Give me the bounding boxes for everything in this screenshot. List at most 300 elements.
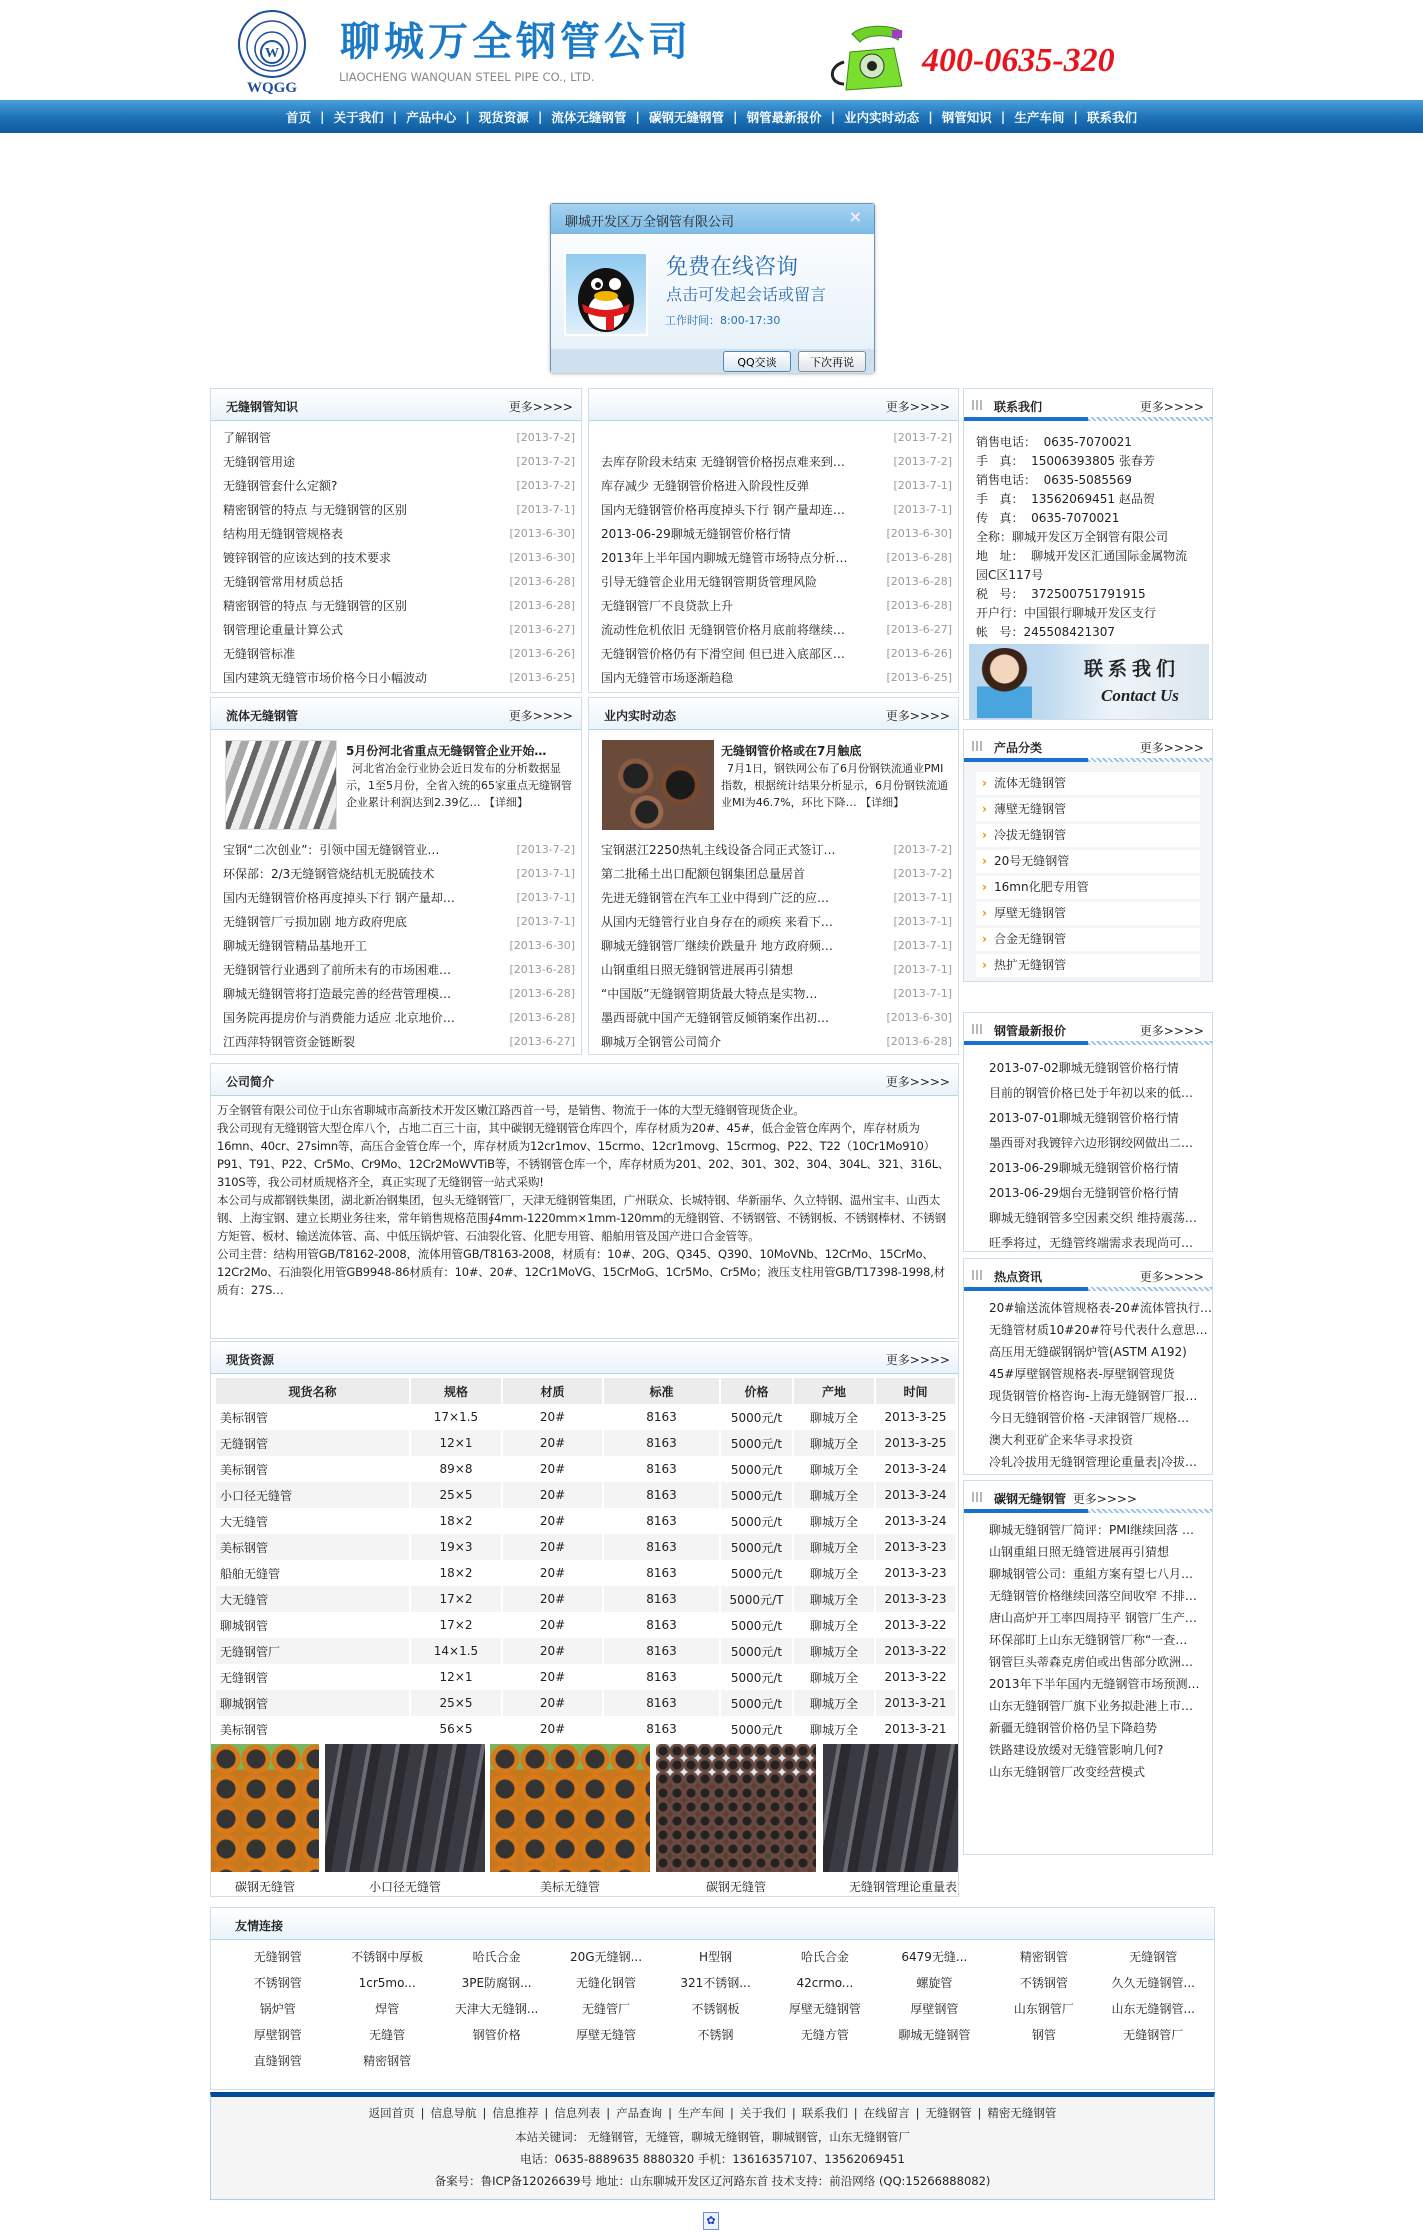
news-date: [2013-7-2] (516, 479, 575, 492)
footer-link[interactable]: 精密无缝钢管 (987, 2106, 1057, 2120)
product-caption[interactable]: 美标无缝管 (539, 1880, 600, 1894)
news-link[interactable]: 镀锌钢管的应该达到的技术要求 (223, 551, 392, 565)
feature-text: 7月1日，钢铁网公布了6月份钢铁流通业PMI指数，根据统计结果分析显示，6月份钢铁流通业MI为46.7%，环比下降… (721, 762, 948, 809)
table-cell: 8163 (604, 1690, 719, 1716)
news-link[interactable]: 无缝钢管价格仍有下滑空间 但已进入底部区… (601, 647, 845, 661)
table-row[interactable] (216, 1638, 955, 1664)
list-item (211, 570, 581, 594)
table-cell: 2013-3-25 (884, 1410, 947, 1424)
table-cell: 12×1 (439, 1670, 473, 1684)
column-header: 规格 (411, 1378, 501, 1404)
table-row[interactable] (216, 1560, 955, 1586)
friend-link[interactable]: 厚壁钢管 (253, 2028, 302, 2042)
news-link[interactable]: 国内无缝管市场逐渐趋稳 (601, 671, 734, 685)
friend-link[interactable]: 精密钢管 (363, 2054, 412, 2068)
news-date: [2013-7-2] (893, 455, 952, 468)
friend-link[interactable]: 3PE防腐钢... (461, 1976, 532, 1990)
table-cell: 美标钢管 (220, 1462, 269, 1477)
friend-link[interactable]: 钢管价格 (472, 2028, 521, 2042)
table-cell: 8163 (646, 1410, 677, 1424)
table-cell: 小口径无缝管 (216, 1482, 409, 1508)
news-date: [2013-7-1] (516, 915, 575, 928)
table-cell: 20# (539, 1462, 566, 1476)
news-link[interactable]: 2013-06-29聊城无缝钢管价格行情 (601, 527, 791, 541)
friend-link[interactable]: 321不锈钢... (680, 1976, 751, 1990)
friend-link[interactable]: 厚壁钢管 (910, 2002, 959, 2016)
company-logo[interactable] (236, 4, 308, 94)
news-date: [2013-7-1] (893, 987, 952, 1000)
table-row[interactable] (216, 1508, 955, 1534)
product-photo[interactable] (211, 1744, 319, 1872)
more-link[interactable]: 更多>>>> (1072, 1492, 1137, 1506)
news-link[interactable]: 了解钢管 (223, 431, 272, 445)
table-cell: 聊城万全 (809, 1670, 858, 1685)
table-cell: 美标钢管 (216, 1534, 409, 1560)
news-date: [2013-6-30] (509, 939, 575, 952)
feature-summary (346, 760, 574, 811)
qq-chat-button[interactable]: QQ交谈 (723, 351, 791, 372)
footer-link[interactable]: 联系我们 (801, 2106, 848, 2120)
column-header: 产地 (794, 1378, 874, 1404)
nav-separator: | (830, 109, 836, 124)
table-cell: 2013-3-21 (884, 1722, 947, 1736)
contact-line: 手 真： 13562069451 赵品贺 (976, 492, 1155, 506)
list-item[interactable]: 山钢重組日照无缝管进展再引猜想 (989, 1545, 1170, 1559)
nav-separator: | (465, 109, 470, 124)
feature-image[interactable] (602, 740, 714, 830)
friend-link[interactable]: 不锈钢管 (1019, 1976, 1068, 1990)
friend-link[interactable]: 不锈钢板 (691, 2002, 740, 2016)
banner-title: 联系我们 (1084, 659, 1181, 680)
table-row[interactable] (216, 1534, 955, 1560)
logo-text: WQGG (246, 80, 298, 94)
news-link[interactable]: 钢管理论重量计算公式 (223, 623, 344, 637)
more-link[interactable]: 更多>>>> (508, 400, 573, 414)
product-caption[interactable]: 碳钢无缝管 (234, 1880, 295, 1894)
table-cell: 聊城万全 (809, 1410, 858, 1425)
feature-text: 河北省冶金行业协会近日发布的分析数据显示，1至5月份，全省入统的65家重点无缝钢管企业累计利润达到2.39亿… (346, 762, 572, 809)
news-date: [2013-6-25] (509, 671, 575, 684)
table-row[interactable] (216, 1664, 955, 1690)
news-link[interactable]: “中国版”无缝钢管期货最大特点是实物… (601, 987, 818, 1001)
list-item[interactable]: 旺季将过，无缝管终端需求表现尚可… (989, 1236, 1194, 1250)
list-item[interactable]: 山东无缝钢管厂旗下业务拟赴港上市… (989, 1699, 1194, 1713)
paw-icon[interactable]: ✿ (703, 2212, 719, 2230)
friend-link[interactable]: 山东无缝钢管... (1111, 2002, 1195, 2016)
news-date: [2013-6-27] (886, 623, 952, 636)
table-row[interactable] (216, 1430, 955, 1456)
news-date: [2013-7-1] (516, 891, 575, 904)
friend-link[interactable]: 无缝管 (369, 2028, 406, 2042)
product-photo[interactable] (656, 1744, 816, 1872)
more-link[interactable]: 更多>>>> (885, 1353, 950, 1367)
friend-link[interactable]: 久久无缝钢管... (1111, 1976, 1195, 1990)
list-item[interactable]: 现货钢管价格咨询-上海无缝钢管厂报… (989, 1389, 1198, 1403)
news-link[interactable]: 去库存阶段未结束 无缝钢管价格拐点难来到… (601, 455, 845, 469)
category-item[interactable]: › 热扩无缝钢管 (976, 954, 1200, 977)
news-link[interactable]: 无缝钢管常用材质总括 (223, 575, 344, 589)
footer-link[interactable]: 生产车间 (678, 2106, 724, 2120)
company-name: 聊城万全钢管公司 (340, 19, 692, 65)
list-item[interactable]: 20#输送流体管规格表-20#流体管执行… (989, 1301, 1212, 1315)
table-cell: 8163 (604, 1482, 719, 1508)
table-cell: 2013-3-23 (876, 1534, 955, 1560)
news-date: [2013-7-2] (893, 867, 952, 880)
friend-link[interactable]: 厚壁无缝钢管 (788, 2002, 861, 2016)
section-title: 友情连接 (235, 1919, 284, 1933)
friend-link[interactable]: 不锈钢管 (253, 1976, 302, 1990)
friend-link[interactable]: 6479无缝... (901, 1950, 968, 1964)
nav-item[interactable]: 产品中心 (406, 109, 457, 125)
more-link[interactable]: 更多>>>> (1139, 1270, 1204, 1284)
news-date: [2013-7-1] (893, 939, 952, 952)
list-item[interactable]: 聊城钢管公司：重組方案有望七八月… (989, 1567, 1194, 1581)
nav-item[interactable]: 关于我们 (333, 109, 384, 125)
list-item (211, 594, 581, 618)
news-date: [2013-6-26] (509, 647, 575, 660)
news-link[interactable]: 聊城无缝钢管精品基地开工 (223, 939, 368, 953)
category-item[interactable]: › 16mn化肥专用管 (976, 876, 1200, 899)
news-link[interactable]: 无缝钢管标准 (223, 647, 296, 661)
contact-line: 园C区117号 (976, 568, 1044, 582)
table-row[interactable] (216, 1404, 955, 1430)
table-cell: 8163 (646, 1722, 677, 1736)
contact-banner[interactable] (969, 644, 1209, 719)
list-item[interactable]: 聊城无缝钢管厂简评：PMI继续回落 … (989, 1523, 1194, 1537)
column-header: 时间 (876, 1378, 955, 1404)
footer-link[interactable]: 返回首页 (368, 2106, 415, 2120)
news-link[interactable]: 从国内无缝管行业自身存在的顽疾 来看下… (601, 915, 833, 929)
friend-link[interactable]: 无缝管厂 (582, 2002, 631, 2016)
section-title: 无缝钢管知识 (226, 400, 299, 414)
detail-link[interactable]: 【详细】 (484, 796, 528, 809)
news-link[interactable]: 国务院再提房价与消费能力适应 北京地价… (223, 1011, 455, 1025)
friend-link[interactable]: 哈氏合金 (800, 1950, 849, 1964)
table-cell: 12×1 (411, 1430, 501, 1456)
table-row[interactable] (216, 1612, 955, 1638)
product-caption[interactable]: 小口径无缝管 (368, 1880, 441, 1894)
table-cell: 大无缝管 (216, 1586, 409, 1612)
list-item[interactable]: 环保部盯上山东无缝钢管厂称“一查… (989, 1633, 1188, 1647)
category-item[interactable]: › 厚壁无缝钢管 (976, 902, 1200, 925)
table-row[interactable] (216, 1482, 955, 1508)
news-date: [2013-6-28] (509, 963, 575, 976)
more-link[interactable]: 更多>>>> (885, 400, 950, 414)
price-box (963, 1012, 1213, 1252)
news-link[interactable]: 国内无缝钢管价格再度掉头下行 钢产量却连… (601, 503, 845, 517)
list-item[interactable]: 45#厚壁钢管规格表-厚壁钢管现货 (989, 1367, 1175, 1381)
list-item[interactable]: 唐山高炉开工率四周持平 钢管厂生产… (989, 1611, 1197, 1625)
list-item (589, 546, 958, 570)
more-link[interactable]: 更多>>>> (1139, 741, 1204, 755)
friend-link[interactable]: 聊城无缝钢管 (898, 2028, 971, 2042)
table-cell: 89×8 (439, 1462, 473, 1476)
stock-table (214, 1378, 957, 1742)
news-link[interactable]: 库存减少 无缝钢管价格进入阶段性反弹 (601, 479, 809, 493)
list-item (211, 498, 581, 522)
contact-line: 销售电话： 0635-7070021 (976, 435, 1132, 449)
table-row[interactable] (216, 1586, 955, 1612)
footer (210, 2092, 1215, 2200)
table-cell: 14×1.5 (411, 1638, 501, 1664)
news-link[interactable]: 聊城无缝钢管将打造最完善的经营管理模… (223, 987, 452, 1001)
news-link[interactable]: 环保部：2/3无缝钢管烧结机无脱硫技术 (223, 867, 435, 881)
friend-link[interactable]: 无缝钢管厂 (1123, 2028, 1184, 2042)
section-title: 碳钢无缝钢管 (994, 1492, 1067, 1506)
popup-subtitle[interactable]: 点击可发起会话或留言 (666, 285, 827, 304)
more-link[interactable]: 更多>>>> (1139, 1024, 1204, 1038)
table-cell: 聊城万全 (794, 1690, 874, 1716)
friend-link[interactable]: 20G无缝钢... (570, 1950, 643, 1964)
table-cell: 20# (503, 1534, 602, 1560)
friend-link[interactable]: 哈氏合金 (472, 1950, 521, 1964)
product-caption[interactable]: 碳钢无缝管 (705, 1880, 766, 1894)
more-link[interactable]: 更多>>>> (885, 709, 950, 723)
table-row[interactable] (216, 1690, 955, 1716)
news-link[interactable]: 流动性危机依旧 无缝钢管价格月底前将继续… (601, 623, 845, 637)
nav-item[interactable]: 钢管最新报价 (746, 109, 822, 125)
news-link[interactable]: 山钢重组日照无缝钢管进展再引猜想 (601, 963, 794, 977)
footer-link[interactable]: 信息导航 (430, 2106, 477, 2120)
footer-link[interactable]: 信息推荐 (492, 2106, 539, 2120)
list-item[interactable]: 今日无缝钢管价格 -天津钢管厂规格… (989, 1411, 1190, 1425)
list-item (211, 1006, 581, 1030)
table-header-row (216, 1378, 955, 1404)
fluid-pipe-box (210, 697, 582, 1055)
list-item (589, 1030, 958, 1054)
later-button[interactable]: 下次再说 (798, 351, 866, 372)
nav-item[interactable]: 钢管知识 (941, 109, 992, 125)
news-date: [2013-6-28] (886, 551, 952, 564)
category-item[interactable]: › 冷拔无缝钢管 (976, 824, 1200, 847)
list-item (211, 838, 581, 862)
list-item[interactable]: 山东无缝钢管厂改变经营模式 (989, 1765, 1146, 1779)
friend-link[interactable]: 精密钢管 (1019, 1950, 1068, 1964)
more-link[interactable]: 更多>>>> (885, 1075, 950, 1089)
footer-separator: | (606, 2106, 611, 2120)
nav-item[interactable]: 生产车间 (1014, 109, 1065, 125)
section-title: 联系我们 (994, 400, 1043, 414)
news-link[interactable]: 精密钢管的特点 与无缝钢管的区别 (223, 503, 407, 517)
footer-link[interactable]: 在线留言 (863, 2106, 910, 2120)
friend-link[interactable]: 直缝钢管 (253, 2054, 302, 2068)
news-link[interactable]: 聊城万全钢管公司简介 (601, 1035, 722, 1049)
list-item[interactable]: 2013-06-29聊城无缝钢管价格行情 (989, 1161, 1179, 1175)
news-date: [2013-6-28] (509, 575, 575, 588)
table-cell: 8163 (604, 1638, 719, 1664)
friend-link[interactable]: 无缝方管 (800, 2028, 849, 2042)
news-date: [2013-7-1] (893, 891, 952, 904)
friend-link[interactable]: 钢管 (1031, 2028, 1056, 2042)
table-cell: 25×5 (411, 1690, 501, 1716)
list-item[interactable]: 目前的钢管价格已处于年初以来的低… (989, 1086, 1194, 1100)
news-date: [2013-7-1] (516, 867, 575, 880)
news-link[interactable]: 墨西哥就中国产无缝钢管反倾销案作出初… (601, 1011, 830, 1025)
gallery-item[interactable] (490, 1744, 650, 1894)
friend-link[interactable]: 不锈钢 (697, 2028, 734, 2042)
contact-line: 帐 号：245508421307 (976, 625, 1116, 639)
list-item[interactable]: 2013年下半年国内无缝钢管市场预测… (989, 1677, 1200, 1691)
feature-title[interactable]: 无缝钢管价格或在7月触底 (721, 744, 862, 758)
category-item[interactable]: › 流体无缝钢管 (976, 772, 1200, 795)
product-photo[interactable] (823, 1744, 958, 1872)
table-cell: 5000元/t (730, 1670, 783, 1685)
section-title: 流体无缝钢管 (226, 709, 299, 723)
news-date: [2013-6-28] (886, 575, 952, 588)
carbon-steel-box (963, 1480, 1213, 1855)
news-link[interactable]: 2013年上半年国内聊城无缝管市场特点分析… (601, 551, 848, 565)
nav-separator: | (1073, 109, 1078, 124)
news-link[interactable]: 无缝钢管厂不良贷款上升 (601, 599, 734, 613)
table-cell: 无缝钢管 (216, 1430, 409, 1456)
more-link[interactable]: 更多>>>> (508, 709, 573, 723)
news-link[interactable]: 第二批稀土出口配额包钢集团总量居首 (601, 867, 806, 881)
news-date: [2013-6-30] (509, 551, 575, 564)
table-cell: 18×2 (439, 1514, 473, 1528)
list-item[interactable]: 无缝钢管价格继续回落空间收窄 不排… (989, 1589, 1197, 1603)
list-item[interactable]: 高压用无缝碳钢锅炉管(ASTM A192) (989, 1345, 1187, 1359)
table-cell: 聊城钢管 (216, 1690, 409, 1716)
gallery-item[interactable] (656, 1744, 816, 1894)
news-link[interactable]: 聊城无缝钢管厂继续价跌量升 地方政府频… (601, 939, 833, 953)
friend-link[interactable]: 无缝钢管 (1129, 1950, 1178, 1964)
contact-line: 全称：聊城开发区万全钢管有限公司 (976, 530, 1169, 544)
friend-link[interactable]: 螺旋管 (916, 1976, 953, 1990)
list-item (589, 886, 958, 910)
news-link[interactable]: 先进无缝钢管在汽车工业中得到广泛的应… (601, 891, 830, 905)
category-item[interactable]: › 薄壁无缝钢管 (976, 798, 1200, 821)
gallery-item[interactable] (211, 1744, 319, 1894)
friend-link[interactable]: 锅炉管 (259, 2002, 296, 2016)
list-item[interactable]: 铁路建设放缓对无缝管影响几何? (989, 1743, 1164, 1757)
table-cell: 聊城万全 (794, 1534, 874, 1560)
friend-link[interactable]: 山东钢管厂 (1013, 2002, 1074, 2016)
list-item[interactable]: 2013-07-01聊城无缝钢管价格行情 (989, 1111, 1179, 1125)
contact-line: 开户行：中国银行聊城开发区支行 (976, 606, 1157, 620)
list-item (211, 862, 581, 886)
list-item[interactable]: 钢管巨头蒂森克虏伯或出售部分欧洲… (989, 1655, 1194, 1669)
nav-item[interactable]: 联系我们 (1086, 109, 1137, 125)
friend-link[interactable]: 无缝钢管 (253, 1950, 302, 1964)
table-cell: 5000元/t (730, 1514, 783, 1529)
news-link[interactable]: 精密钢管的特点 与无缝钢管的区别 (223, 599, 407, 613)
close-icon[interactable]: × (848, 207, 862, 226)
feature-title[interactable]: 5月份河北省重点无缝钢管企业开始… (346, 744, 547, 758)
friend-link[interactable]: 厚壁无缝管 (576, 2028, 637, 2042)
table-cell: 20# (503, 1430, 602, 1456)
friend-link[interactable]: 天津大无缝钢... (454, 2002, 539, 2016)
column-header: 标准 (604, 1378, 719, 1404)
footer-separator: | (730, 2106, 734, 2120)
detail-link[interactable]: 【详细】 (860, 796, 905, 809)
feature-image[interactable] (225, 740, 337, 830)
news-link[interactable]: 无缝钢管厂亏损加剧 地方政府兜底 (223, 915, 407, 929)
list-item (589, 426, 958, 450)
friend-link[interactable]: 焊管 (375, 2002, 400, 2016)
list-item (211, 450, 581, 474)
list-item[interactable]: 无缝管材质10#20#符号代表什么意思… (989, 1323, 1208, 1337)
popup-headline[interactable]: 免费在线咨询 (666, 254, 799, 279)
news-date: [2013-6-25] (886, 671, 952, 684)
product-photo[interactable] (325, 1744, 485, 1872)
footer-link[interactable]: 产品查询 (616, 2106, 663, 2120)
friend-link[interactable]: 42crmo... (796, 1976, 854, 1990)
product-photo[interactable] (490, 1744, 650, 1872)
footer-phones: 电话：0635-8889635 8880320 手机：13616357107、13562069451 (520, 2152, 905, 2166)
banner-subtitle: Contact Us (1101, 686, 1179, 705)
nav-item[interactable]: 碳钢无缝钢管 (648, 109, 724, 125)
list-item[interactable]: 2013-06-29烟台无缝钢管价格行情 (989, 1186, 1179, 1200)
table-row[interactable] (216, 1456, 955, 1482)
table-cell: 8163 (646, 1566, 677, 1580)
table-cell: 5000元/t (730, 1566, 783, 1581)
gallery-item[interactable] (823, 1744, 958, 1894)
news-date: [2013-6-27] (509, 1035, 575, 1048)
news-link[interactable]: 国内无缝钢管价格再度掉头下行 钢产量却… (223, 891, 455, 905)
list-item[interactable]: 墨西哥对我镀锌六边形钢绞网做出二… (989, 1136, 1194, 1150)
category-item[interactable]: › 合金无缝钢管 (976, 928, 1200, 951)
list-item[interactable]: 2013-07-02聊城无缝钢管价格行情 (989, 1061, 1179, 1075)
list-item[interactable]: 新疆无缝钢管价格仍呈下降趋势 (989, 1721, 1158, 1735)
grid-icon (972, 741, 982, 751)
news-date: [2013-6-28] (509, 1011, 575, 1024)
product-caption[interactable]: 无缝钢管理论重量表 (848, 1880, 957, 1894)
qq-chat-popup (550, 203, 875, 373)
table-cell: 19×3 (411, 1534, 501, 1560)
list-item[interactable]: 聊城无缝钢管多空因素交织 维持震荡… (989, 1211, 1197, 1225)
telephone-icon (822, 22, 907, 95)
news-link[interactable]: 宝钢湛江2250热轧主线设备合同正式签订… (601, 843, 836, 857)
grid-icon (972, 1024, 982, 1034)
friend-link[interactable]: 无缝化钢管 (576, 1976, 637, 1990)
news-link[interactable]: 结构用无缝钢管规格表 (223, 527, 344, 541)
section-title: 公司简介 (226, 1075, 275, 1089)
nav-item[interactable]: 现货资源 (478, 109, 529, 125)
hotline-number: 400-0635-320 (922, 42, 1115, 79)
table-cell: 20# (539, 1670, 566, 1684)
nav-item[interactable]: 首页 (286, 109, 312, 125)
category-item[interactable]: › 20号无缝钢管 (976, 850, 1200, 873)
news-link[interactable]: 无缝钢管用途 (223, 455, 296, 469)
more-link[interactable]: 更多>>>> (1139, 400, 1204, 414)
news-link[interactable]: 江西萍特钢管资金链断裂 (223, 1035, 356, 1049)
company-intro-text: 万全钢管有限公司位于山东省聊城市高新技术开发区嫩江路西首一号，是销售、物流于一体的大型无缝钢管现货企业。 我公司现有无缝钢管大型仓库八个，占地二百三十亩，其中碳钢无缝钢管仓库四个，库存材质为20#、45#，低合金管仓库两个，库存材质为16mn、40cr、27simn等，高压合金管仓库一个，库存材质为12cr1mov、15crmo、12cr1movg、15crmog、P22、T22（10Cr1Mo910）P91、T91、P22、Cr5Mo、Cr9Mo、12Cr2MoWVTiB等，不锈钢管仓库一个，库存材质为201、202、301、302、304、304L、321、316L、310S等，我公司材质规格齐全，真正实现了无缝钢管一站式采购! 本公司与成都钢铁集团，湖北新冶钢集团，包头无缝钢管厂，天津无缝钢管集团，广州联众、长城特钢、华新丽华、久立特钢、温州宝丰、山西太钢、上海宝钢、建立长期业务往来，常年销售规格范围∮4mm-1220mm×1mm-120mm的无缝钢管、不锈钢管、不锈钢板、不锈钢棒材、不锈钢方矩管、板材、输送流体管、高、中低压锅炉管、石油裂化管、化肥专用管、船舶用管及国产进口合金管等。 公司主营：结构用管GB/T8162-2008，流体用管GB/T8163-2008，材质有：10#、20G、Q345、Q390、10MoVNb、12CrMo、15CrMo、12Cr2Mo、石油裂化用管GB9948-86材质有：10#、20#、12Cr1MoVG、15CrMoG、1Cr5Mo、Cr5Mo；液压支柱用管GB/T17398-1998,材质有：27S… (217, 1103, 950, 1297)
list-item (589, 910, 958, 934)
footer-link[interactable]: 信息列表 (554, 2106, 601, 2120)
news-link[interactable]: 国内建筑无缝管市场价格今日小幅波动 (223, 671, 428, 685)
table-row[interactable] (216, 1716, 955, 1742)
footer-link[interactable]: 关于我们 (739, 2106, 786, 2120)
news-link[interactable]: 引导无缝管企业用无缝钢管期货管理风险 (601, 575, 818, 589)
friend-link[interactable]: 1cr5mo... (358, 1976, 416, 1990)
table-cell: 8163 (604, 1586, 719, 1612)
table-cell: 5000元/t (721, 1482, 792, 1508)
list-item[interactable]: 冷轧冷拔用无缝钢管理论重量表|冷拔… (989, 1455, 1198, 1469)
friend-link[interactable]: 不锈钢中厚板 (351, 1950, 424, 1964)
news-link[interactable]: 无缝钢管行业遇到了前所未有的市场困难… (223, 963, 452, 977)
news-link[interactable]: 宝钢“二次创业”：引领中国无缝钢管业… (223, 843, 440, 857)
gallery-item[interactable] (325, 1744, 485, 1894)
news-link[interactable]: 无缝钢管套什么定额? (223, 479, 338, 493)
friend-link[interactable]: H型钢 (698, 1950, 732, 1964)
list-item[interactable]: 澳大利亚矿企来华寻求投资 (989, 1433, 1134, 1447)
table-cell: 18×2 (439, 1566, 473, 1580)
nav-item[interactable]: 流体无缝钢管 (551, 109, 627, 125)
agent-photo (977, 648, 1032, 718)
nav-item[interactable]: 业内实时动态 (844, 109, 920, 125)
table-cell: 2013-3-24 (884, 1462, 947, 1476)
footer-link[interactable]: 无缝钢管 (925, 2106, 972, 2120)
